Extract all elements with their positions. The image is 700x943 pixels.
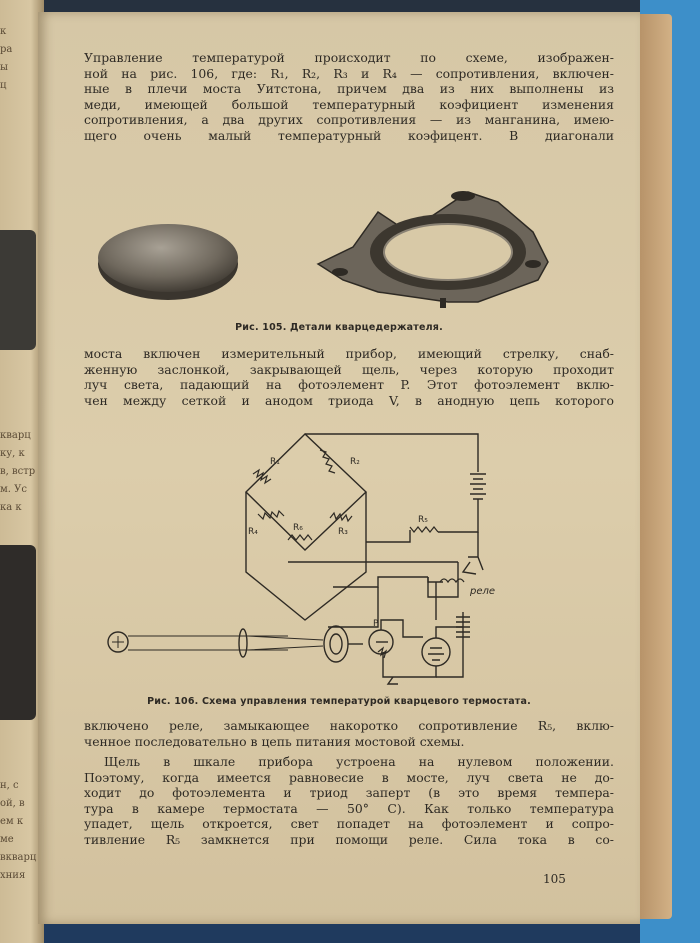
text-line: чен между сеткой и анодом триода V, в анодную цепь которого: [84, 392, 614, 408]
page-number: 105: [543, 872, 566, 886]
left-page-fragment: н, с: [0, 780, 19, 791]
paragraph-slit: [84, 754, 614, 847]
left-page-fragment: хния: [0, 870, 26, 881]
figure-106-circuit: [98, 422, 578, 692]
left-page-fragment: вкварц: [0, 852, 37, 863]
wheatstone-bridge: [246, 434, 366, 620]
left-page-fragment: ка к: [0, 502, 22, 513]
left-page-photo: [0, 545, 36, 720]
label-r3: R₃: [338, 527, 348, 537]
left-page-fragment: ра: [0, 44, 13, 55]
left-page-fragment: ой, в: [0, 798, 25, 809]
figure-106-caption: Рис. 106. Схема управления температурой кварцевого термостата.: [147, 696, 531, 707]
meter-wiring: [288, 562, 458, 627]
quartz-disc: [98, 224, 238, 300]
paragraph-intro: [84, 50, 614, 143]
figure-105-caption: Рис. 105. Детали кварцедержателя.: [235, 322, 443, 333]
book-page: [38, 12, 640, 924]
left-page-fragment: ме: [0, 834, 14, 845]
label-r4: R₄: [248, 527, 258, 537]
left-page-fragment: кварц: [0, 430, 31, 441]
left-page-fragment: м. Ус: [0, 484, 27, 495]
text-line: ной на рис. 106, где: R₁, R₂, R₃ и R₄ — сопротивления, включен-: [84, 65, 614, 81]
left-page-photo: [0, 230, 36, 350]
text-line: щего очень малый температурный коэфицент. В диагонали: [84, 127, 614, 143]
label-photocell: P: [373, 619, 379, 629]
text-line: женную заслонкой, закрывающей щель, через которую проходит: [84, 361, 614, 377]
text-line: Щель в шкале прибора устроена на нулевом положении.: [104, 754, 614, 769]
text-line: упадет, щель откроется, свет попадет на фотоэлемент и сопро-: [84, 816, 614, 831]
label-r6: R₆: [293, 523, 303, 533]
left-page-fragment: к: [0, 26, 7, 37]
text-line: луч света, падающий на фотоэлемент P. Этот фотоэлемент вклю-: [84, 377, 614, 392]
label-r1: R₁: [270, 457, 280, 467]
text-line: тура в камере термостата — 50° C). Как только температура: [84, 800, 614, 816]
text-line: моста включен измерительный прибор, имеющий стрелку, снаб-: [84, 346, 614, 361]
paragraph-bridge: [84, 346, 614, 408]
power-branch: [305, 434, 486, 574]
triode-circuit: [378, 577, 470, 684]
figure-105-illustration: [78, 172, 598, 322]
text-line: ные в плечи моста Уитстона, причем два из них выполнены из: [84, 81, 614, 96]
text-line: включено реле, замыкающее накоротко сопротивление R₅, вклю-: [84, 718, 614, 733]
left-page-fragment: ку, к: [0, 448, 25, 459]
label-r2: R₂: [350, 457, 360, 467]
left-page-fragment: ы: [0, 62, 8, 73]
left-page-fragment: в, встр: [0, 466, 36, 477]
text-line: Поэтому, когда имеется равновесие в мосте, луч света не до-: [84, 769, 614, 785]
quartz-holder-ring: [318, 191, 548, 308]
label-r5: R₅: [418, 515, 428, 525]
text-line: меди, имеющей большой температурный коэфициент изменения: [84, 96, 614, 112]
label-relay: реле: [470, 586, 496, 597]
text-line: Управление температурой происходит по схеме, изображен-: [84, 50, 614, 65]
text-line: тивление R₅ замкнется при помощи реле. Сила тока в со-: [84, 831, 614, 847]
text-line: сопротивления, а два других сопротивления — из манганина, имею-: [84, 112, 614, 127]
paragraph-relay: [84, 718, 614, 749]
left-page-fragment: ем к: [0, 816, 24, 827]
text-line: ходит до фотоэлемента и триод заперт (в это время темпера-: [84, 785, 614, 800]
left-page-fragment: ц: [0, 80, 7, 91]
text-line: ченное последовательно в цепь питания мостовой схемы.: [84, 733, 465, 749]
